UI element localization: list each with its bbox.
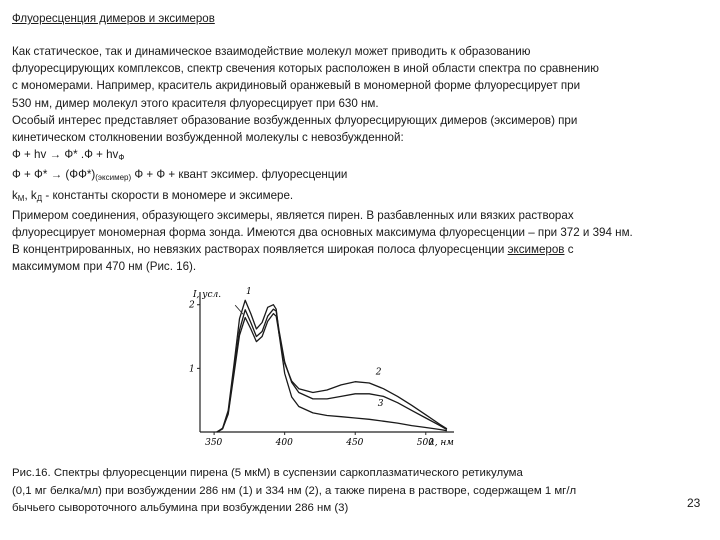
spectrum-curve-2	[217, 314, 447, 432]
eq1-right: Ф* .Ф + hv	[61, 148, 119, 162]
eq2-right: Ф + Ф + квант эксимер. флуоресценции	[131, 168, 348, 182]
k-subscript-d: Д	[36, 193, 43, 203]
text-line: флуоресцирует мономерная форма зонда. Имеются два основных максимума флуоресценции – при 372 и 394 нм.	[12, 226, 633, 240]
spectrum-curve-3	[217, 300, 447, 432]
caption-line: (0,1 мг белка/мл) при возбуждении 286 нм (1) и 334 нм (2), а также пирена в растворе, содержащем 1 мг/л	[12, 484, 577, 497]
y-tick-label: 2	[189, 300, 195, 311]
text-line: флуоресцирующих комплексов, спектр свечения которых расположен в иной области спектра по сравнению	[12, 62, 599, 76]
arrow-icon: →	[50, 168, 63, 182]
text-line: Примером соединения, образующего эксимеры, является пирен. В разбавленных или вязких растворах	[12, 208, 574, 222]
y-tick-label: 1	[189, 364, 195, 375]
arrow-icon: →	[49, 148, 62, 162]
k-separator: , k	[24, 188, 37, 202]
k-symbol: k	[12, 188, 18, 202]
text-line: 530 нм, димер молекул этого красителя флуоресцирует при 630 нм.	[12, 96, 379, 110]
text-line: Особый интерес представляет образование возбужденных флуоресцирующих димеров (эксимеров) при	[12, 113, 578, 127]
page-title: Флуоресценция димеров и эксимеров	[12, 13, 215, 25]
y-axis-label: I, усл.	[193, 290, 222, 300]
curve-label-2: 2	[375, 367, 382, 378]
body-text	[12, 43, 712, 276]
eq1-subscript: Ф	[118, 153, 125, 163]
eq2-complex: (ФФ*)	[62, 168, 96, 182]
equation-1	[12, 146, 712, 166]
text-line: кинетическом столкновении возбужденной молекулы с невозбужденной:	[12, 131, 404, 145]
text-line: максимумом при 470 нм (Рис. 16).	[12, 260, 197, 274]
x-tick-label: 450	[346, 438, 364, 448]
rate-constants-text: - константы скорости в мономере и эксимере.	[42, 188, 294, 202]
x-axis-label: λ, нм	[429, 438, 454, 448]
caption-line: Рис.16. Спектры флуоресценции пирена (5 мкМ) в суспензии саркоплазматического ретикулума	[12, 467, 523, 479]
x-tick-label: 350	[205, 438, 223, 448]
curve-label-1: 1	[245, 286, 252, 297]
x-tick-label: 400	[275, 438, 293, 448]
text-line: с мономерами. Например, краситель акридиновый оранжевый в мономерной форме флуоресцирует при	[12, 79, 581, 93]
excimer-underlined: эксимеров	[507, 243, 565, 257]
equation-2	[12, 166, 712, 186]
k-subscript-m: M	[17, 193, 25, 203]
text-fragment: с	[564, 243, 574, 257]
figure-caption	[12, 465, 662, 518]
curve-label-3: 3	[377, 398, 384, 409]
fluorescence-spectra-chart	[182, 280, 472, 455]
eq2-subscript: (эксимер)	[95, 173, 132, 183]
page-number: 23	[687, 496, 701, 510]
text-line: Как статическое, так и динамическое взаимодействие молекул может приводить к образованию	[12, 45, 531, 58]
eq2-left: Ф + Ф*	[12, 168, 51, 182]
spectrum-curve-1	[217, 309, 447, 432]
eq1-left: Ф + hv	[12, 148, 50, 162]
x-tick-label: 500	[416, 438, 434, 448]
text-line	[12, 241, 712, 258]
rate-constants-line	[12, 187, 712, 207]
caption-line: бычьего сывороточного альбумина при возбуждении 286 нм (3)	[12, 502, 349, 514]
text-fragment: В концентрированных, но невязких растворах появляется широкая полоса флуоресценции	[12, 243, 508, 257]
